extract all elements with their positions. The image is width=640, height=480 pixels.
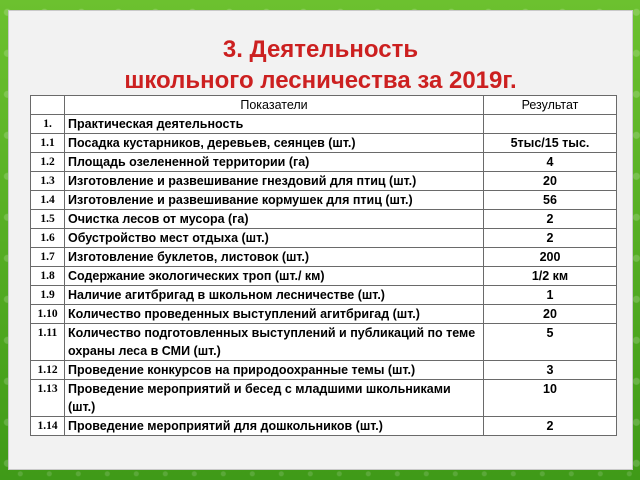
row-result: 1/2 км [484, 267, 617, 286]
row-indicator: Очистка лесов от мусора (га) [65, 210, 484, 229]
table-row [31, 361, 617, 380]
row-number: 1.14 [31, 417, 65, 436]
table-row [31, 248, 617, 267]
table-row [31, 267, 617, 286]
activity-table [30, 95, 617, 436]
row-result: 4 [484, 153, 617, 172]
row-result: 1 [484, 286, 617, 305]
row-number: 1.4 [31, 191, 65, 210]
row-number: 1.11 [31, 324, 65, 361]
table-row [31, 153, 617, 172]
table-row [31, 172, 617, 191]
row-result: 5 [484, 324, 617, 361]
slide-title [9, 34, 632, 96]
header-indicators: Показатели [65, 96, 484, 115]
table-row [31, 305, 617, 324]
table-row [31, 380, 617, 417]
table-row [31, 229, 617, 248]
row-indicator: Изготовление буклетов, листовок (шт.) [65, 248, 484, 267]
row-number: 1.1 [31, 134, 65, 153]
row-number: 1.9 [31, 286, 65, 305]
row-indicator: Площадь озелененной территории (га) [65, 153, 484, 172]
row-number: 1.3 [31, 172, 65, 191]
row-result: 10 [484, 380, 617, 417]
table-row [31, 191, 617, 210]
row-indicator: Изготовление и развешивание гнездовий для птиц (шт.) [65, 172, 484, 191]
row-number: 1.5 [31, 210, 65, 229]
row-indicator: Изготовление и развешивание кормушек для птиц (шт.) [65, 191, 484, 210]
row-result [484, 115, 617, 134]
row-indicator: Проведение мероприятий и бесед с младшими школьниками (шт.) [65, 380, 484, 417]
table-header-row [31, 96, 617, 115]
row-result: 56 [484, 191, 617, 210]
row-result: 2 [484, 417, 617, 436]
row-indicator: Количество подготовленных выступлений и публикаций по теме охраны леса в СМИ (шт.) [65, 324, 484, 361]
table-row [31, 324, 617, 361]
row-indicator: Обустройство мест отдыха (шт.) [65, 229, 484, 248]
row-number: 1.8 [31, 267, 65, 286]
row-indicator: Проведение конкурсов на природоохранные темы (шт.) [65, 361, 484, 380]
row-number: 1.7 [31, 248, 65, 267]
row-number: 1.12 [31, 361, 65, 380]
row-result: 3 [484, 361, 617, 380]
row-result: 200 [484, 248, 617, 267]
table-row [31, 134, 617, 153]
header-result: Результат [484, 96, 617, 115]
row-indicator: Содержание экологических троп (шт./ км) [65, 267, 484, 286]
row-result: 2 [484, 210, 617, 229]
row-indicator: Количество проведенных выступлений агитбригад (шт.) [65, 305, 484, 324]
row-result: 20 [484, 305, 617, 324]
table-row [31, 210, 617, 229]
row-indicator: Практическая деятельность [65, 115, 484, 134]
row-number: 1. [31, 115, 65, 134]
row-result: 5тыс/15 тыс. [484, 134, 617, 153]
row-indicator: Проведение мероприятий для дошкольников (шт.) [65, 417, 484, 436]
row-result: 2 [484, 229, 617, 248]
title-line-2: школьного лесничества за 2019г. [124, 67, 517, 94]
row-number: 1.13 [31, 380, 65, 417]
row-number: 1.10 [31, 305, 65, 324]
row-number: 1.6 [31, 229, 65, 248]
table-row [31, 115, 617, 134]
header-number [31, 96, 65, 115]
row-indicator: Посадка кустарников, деревьев, сеянцев (шт.) [65, 134, 484, 153]
row-indicator: Наличие агитбригад в школьном лесничестве (шт.) [65, 286, 484, 305]
title-line-1: 3. Деятельность [222, 36, 419, 63]
table-row [31, 417, 617, 436]
table-row [31, 286, 617, 305]
row-number: 1.2 [31, 153, 65, 172]
row-result: 20 [484, 172, 617, 191]
